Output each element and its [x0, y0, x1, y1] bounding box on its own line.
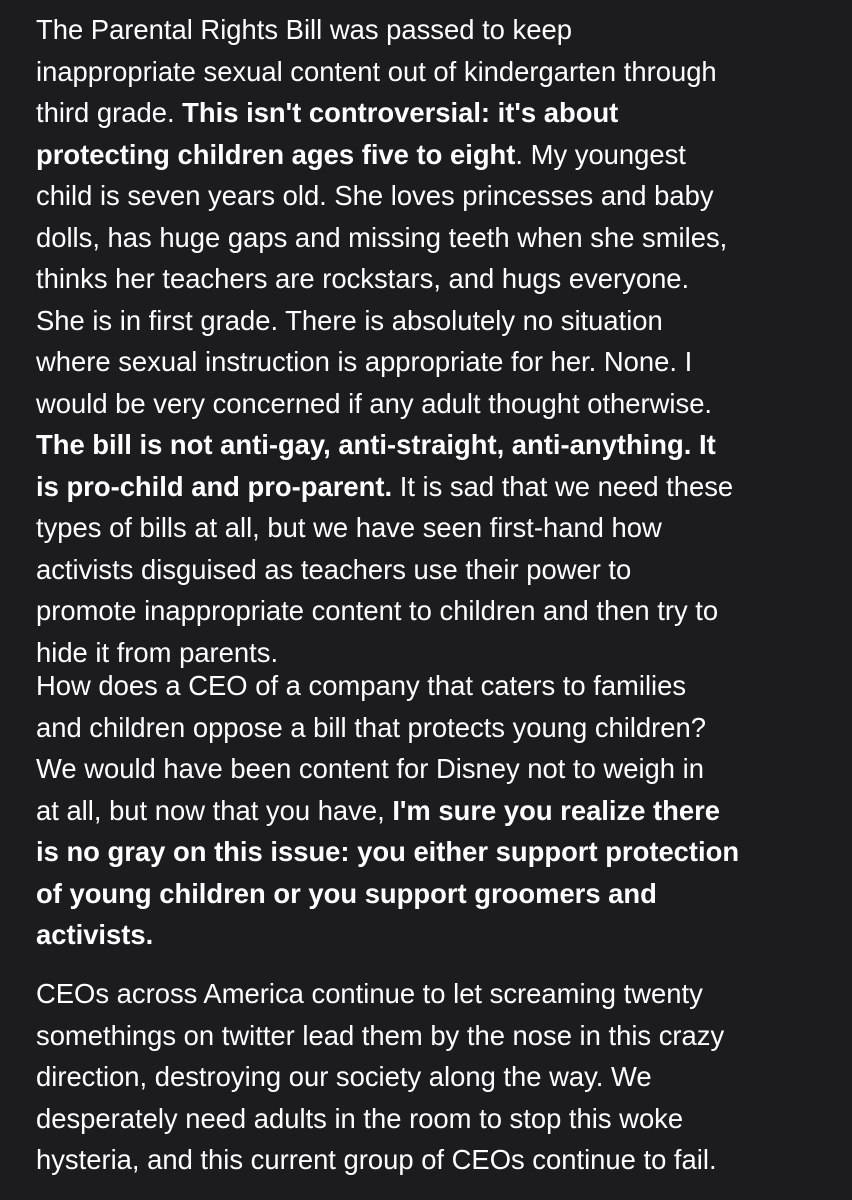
paragraph-line: child is seven years old. She loves princesses and baby: [36, 180, 714, 211]
emphasis-text: is no gray on this issue: you either support protection: [36, 836, 740, 867]
paragraph-3: [36, 973, 724, 1181]
paragraph-1: [36, 9, 733, 673]
paragraph-line: somethings on twitter lead them by the nose in this crazy: [36, 1019, 725, 1051]
paragraph-line: promote inappropriate content to children and then try to: [36, 595, 719, 626]
paragraph-line: inappropriate sexual content out of kindergarten through: [36, 55, 717, 87]
paragraph-line: hysteria, and this current group of CEOs continue to fail.: [36, 1144, 717, 1175]
paragraph-line: thinks her teachers are rockstars, and hugs everyone.: [36, 263, 690, 294]
paragraph-line: We would have been content for Disney not to weigh in: [36, 753, 704, 784]
emphasis-text: is pro-child and pro-parent.: [36, 470, 393, 502]
paragraph-line: activists disguised as teachers use their power to: [36, 553, 632, 585]
paragraph-line: desperately need adults in the room to stop this woke: [36, 1102, 684, 1134]
paragraph-line: How does a CEO of a company that caters to families: [36, 670, 687, 701]
statement-document: [36, 0, 826, 1200]
paragraph-line: [36, 873, 739, 915]
emphasis-text: I'm sure you realize there: [392, 794, 721, 826]
paragraph-line: protecting children ages five to eight. My youngest: [36, 138, 686, 170]
paragraph-line: The Parental Rights Bill was passed to keep: [36, 14, 572, 45]
paragraph-line: types of bills at all, but we have seen first-hand how: [36, 512, 662, 543]
paragraph-line: at all, but now that you have, I'm sure you realize there: [36, 794, 721, 826]
emphasis-text: of young children or you support groomers and: [36, 877, 657, 909]
paragraph-line: and children oppose a bill that protects young children?: [36, 711, 706, 743]
paragraph-line: where sexual instruction is appropriate for her. None. I: [36, 346, 693, 377]
paragraph-line: CEOs across America continue to let screaming twenty: [36, 978, 703, 1009]
emphasis-text: protecting children ages five to eight: [36, 138, 516, 170]
emphasis-text: The bill is not anti-gay, anti-straight, anti-anything. It: [36, 429, 716, 460]
paragraph-line: would be very concerned if any adult thought otherwise.: [36, 387, 713, 419]
paragraph-line: hide it from parents.: [36, 636, 279, 668]
paragraph-line: She is in first grade. There is absolutely no situation: [36, 304, 663, 336]
emphasis-text: activists.: [36, 919, 154, 950]
paragraph-line: dolls, has huge gaps and missing teeth when she smiles,: [36, 221, 728, 253]
emphasis-text: This isn't controversial: it's about: [182, 97, 619, 128]
paragraph-line: [36, 914, 739, 956]
paragraph-line: [36, 424, 733, 466]
paragraph-line: [36, 831, 739, 873]
paragraph-line: third grade. This isn't controversial: it's about: [36, 97, 619, 128]
paragraph-line: direction, destroying our society along the way. We: [36, 1061, 652, 1092]
paragraph-2: [36, 665, 739, 956]
paragraph-line: is pro-child and pro-parent. It is sad that we need these: [36, 470, 734, 502]
